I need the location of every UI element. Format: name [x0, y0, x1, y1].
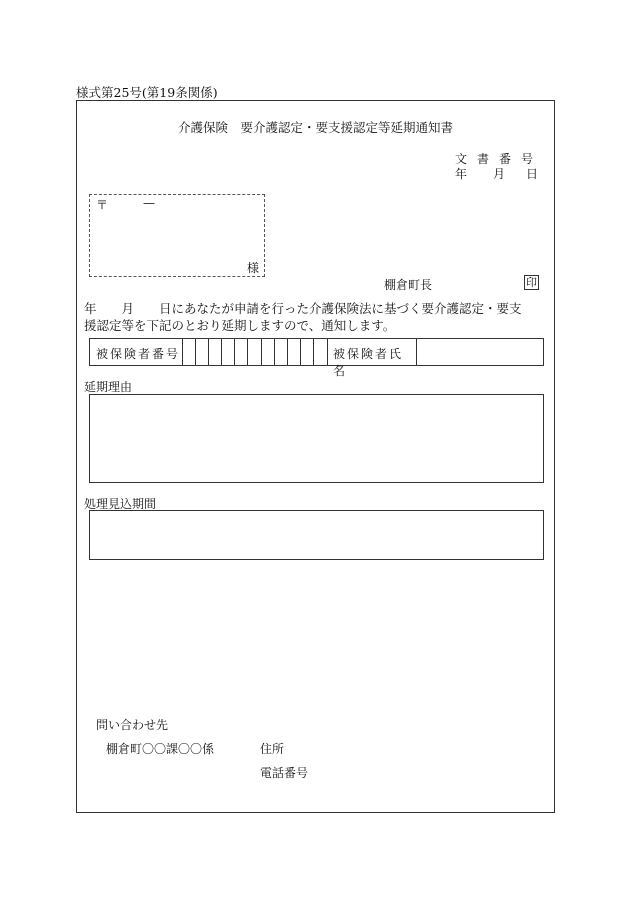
insured-name-value-cell — [417, 339, 543, 365]
insured-number-digit-cell — [209, 339, 222, 365]
expected-period-label: 処理見込期間 — [84, 497, 157, 511]
issuer-name: 棚倉町長 — [384, 278, 433, 292]
date-month-label: 月 — [493, 167, 506, 181]
contact-phone-label: 電話番号 — [260, 766, 309, 780]
recipient-address-box — [89, 194, 265, 277]
contact-address-label: 住所 — [260, 742, 285, 756]
insured-number-digit-cell — [275, 339, 288, 365]
insured-number-digit-cell — [301, 339, 314, 365]
notice-body-line-1: 年 月 日にあなたが申請を行った介護保険法に基づく要介護認定・要支 — [84, 301, 522, 316]
contact-department: 棚倉町〇〇課〇〇係 — [106, 742, 215, 756]
expected-period-box — [89, 510, 544, 560]
postal-code-dash: — — [143, 196, 155, 210]
insured-number-digit-cell — [262, 339, 275, 365]
date-day-label: 日 — [526, 167, 539, 181]
document-title: 介護保険 要介護認定・要支援認定等延期通知書 — [177, 120, 453, 135]
insured-number-digit-cell — [196, 339, 209, 365]
notice-body-line-2: 援認定等を下記のとおり延期しますので、通知します。 — [84, 318, 396, 333]
insured-name-label-cell — [328, 339, 417, 378]
insured-number-digit-cell — [288, 339, 301, 365]
recipient-honorific: 様 — [247, 261, 260, 275]
postponement-reason-box — [89, 394, 544, 483]
date-year-label: 年 — [455, 167, 468, 181]
form-number-label: 様式第25号(第19条関係) — [76, 85, 218, 100]
postponement-reason-label: 延期理由 — [84, 380, 133, 394]
seal-stamp: 印 — [526, 276, 537, 289]
insured-number-label-cell — [90, 339, 183, 365]
insured-number-digit-cell — [235, 339, 248, 365]
insured-number-digit-cell — [248, 339, 262, 365]
insured-info-table — [89, 338, 544, 378]
postal-mark: 〒 — [96, 198, 109, 212]
insured-number-label: 被保険者番号 — [96, 347, 181, 361]
insured-number-digit-cell — [314, 339, 328, 365]
document-number-label: 文書番号 — [455, 152, 544, 166]
contact-label: 問い合わせ先 — [96, 718, 169, 732]
insured-number-digit-cell — [183, 339, 196, 365]
insured-name-label: 被保険者氏名 — [333, 347, 404, 378]
insured-number-digit-cell — [222, 339, 235, 365]
issue-date — [455, 165, 538, 182]
